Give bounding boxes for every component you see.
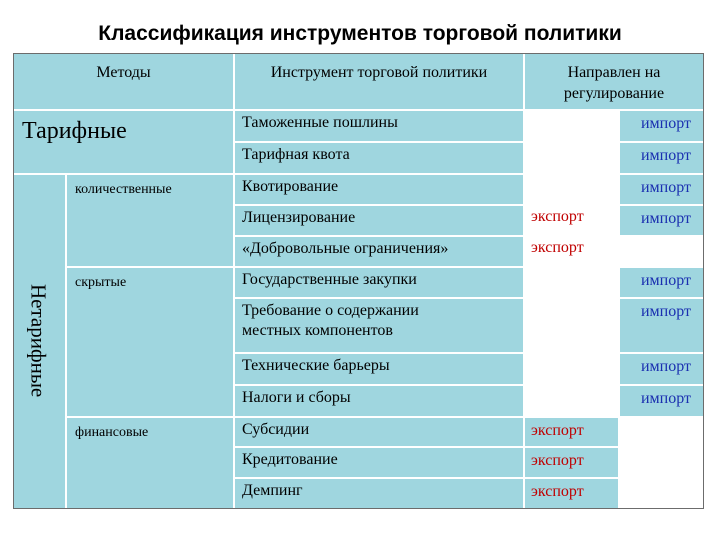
import-cell: импорт xyxy=(620,143,703,173)
instrument-voluntary-restraints: «Добровольные ограничения» xyxy=(235,237,523,266)
export-cell: экспорт xyxy=(525,237,618,266)
export-cell xyxy=(525,299,618,352)
export-cell xyxy=(525,111,618,141)
subgroup-hidden: скрытые xyxy=(67,268,233,416)
export-cell: экспорт xyxy=(525,448,618,477)
import-cell: импорт xyxy=(620,386,703,416)
import-cell: импорт xyxy=(620,299,703,352)
import-cell xyxy=(620,237,703,266)
import-cell xyxy=(620,479,703,508)
instrument-tariff-quota: Тарифная квота xyxy=(235,143,523,173)
group-nontariff-label: Нетарифные xyxy=(26,283,51,398)
header-methods: Методы xyxy=(14,54,233,109)
instrument-local-content: Требование о содержании местных компонентов xyxy=(235,299,523,352)
subgroup-financial: финансовые xyxy=(67,418,233,508)
page-title: Классификация инструментов торговой политики xyxy=(98,22,622,45)
instrument-licensing: Лицензирование xyxy=(235,206,523,235)
import-cell xyxy=(620,418,703,446)
group-tariff: Тарифные xyxy=(14,111,233,173)
export-cell xyxy=(525,386,618,416)
export-cell xyxy=(525,175,618,204)
export-cell xyxy=(525,143,618,173)
instrument-subsidies: Субсидии xyxy=(235,418,523,446)
instrument-dumping: Демпинг xyxy=(235,479,523,508)
instrument-quotas: Квотирование xyxy=(235,175,523,204)
subgroup-quantitative: количественные xyxy=(67,175,233,266)
instrument-government-procurement: Государственные закупки xyxy=(235,268,523,297)
instrument-crediting: Кредитование xyxy=(235,448,523,477)
import-cell: импорт xyxy=(620,175,703,204)
import-cell: импорт xyxy=(620,206,703,235)
header-instrument: Инструмент торговой политики xyxy=(235,54,523,109)
export-cell xyxy=(525,268,618,297)
export-cell: экспорт xyxy=(525,206,618,235)
export-cell xyxy=(525,354,618,384)
header-direction: Направлен на регулирование xyxy=(525,54,703,109)
export-cell: экспорт xyxy=(525,418,618,446)
import-cell xyxy=(620,448,703,477)
instrument-technical-barriers: Технические барьеры xyxy=(235,354,523,384)
instrument-taxes-fees: Налоги и сборы xyxy=(235,386,523,416)
import-cell: импорт xyxy=(620,354,703,384)
import-cell: импорт xyxy=(620,268,703,297)
import-cell: импорт xyxy=(620,111,703,141)
instrument-customs-duties: Таможенные пошлины xyxy=(235,111,523,141)
export-cell: экспорт xyxy=(525,479,618,508)
